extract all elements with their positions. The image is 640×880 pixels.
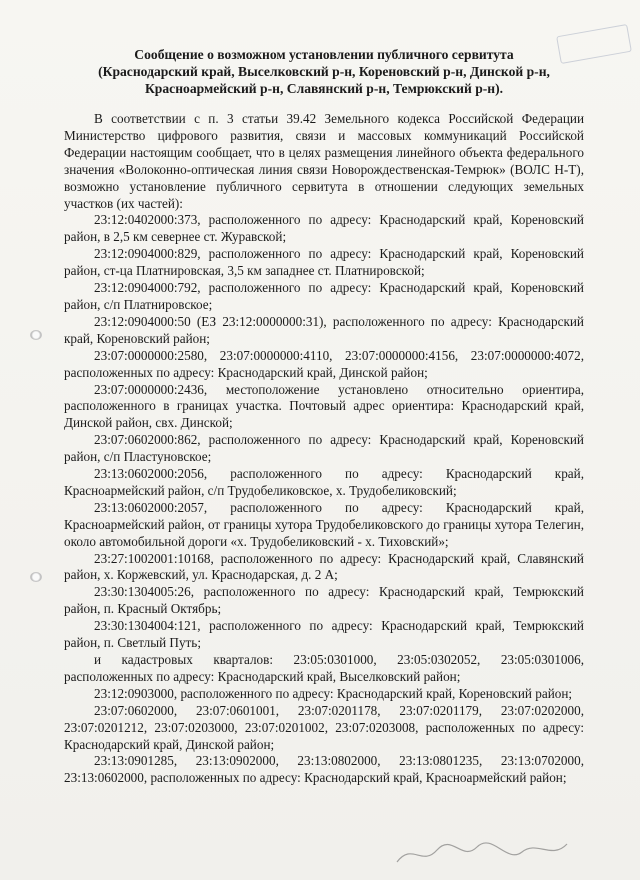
parcel-paragraph: 23:30:1304004:121, расположенного по адресу: Краснодарский край, Темрюкский район, п. Светлый Путь; xyxy=(64,618,584,651)
parcel-paragraph: 23:12:0904000:792, расположенного по адресу: Краснодарский край, Кореновский район, с/п Платнировское; xyxy=(64,280,584,312)
document-body xyxy=(64,46,584,787)
title-line-3: Красноармейский р-н, Славянский р-н, Темрюкский р-н). xyxy=(144,81,504,96)
parcel-paragraph: 23:07:0602000:862, расположенного по адресу: Краснодарский край, Кореновский район, с/п Пластуновское; xyxy=(64,432,584,465)
title-line-2: (Краснодарский край, Выселковский р-н, Кореновский р-н, Динской р-н, xyxy=(98,64,550,79)
quarters-paragraph: 23:07:0602000, 23:07:0601001, 23:07:0201178, 23:07:0201179, 23:07:0202000, 23:07:0201212, 23:07:0203000, 23:07:0201002, 23:07:0203008, расположенных по адресу: Краснодарский край, Динской район; xyxy=(64,702,584,752)
parcel-paragraph: 23:07:0000000:2436, местоположение установлено относительно ориентира, расположенного в границах участка. Почтовый адрес ориентира: Краснодарский край, Динской район, свх. Динской; xyxy=(64,381,584,431)
punch-hole-top xyxy=(30,330,42,340)
title-line-1: Сообщение о возможном установлении публичного сервитута xyxy=(134,47,514,62)
document-title xyxy=(64,46,584,97)
parcel-paragraph: 23:12:0402000:373, расположенного по адресу: Краснодарский край, Кореновский район, в 2,5 км севернее ст. Журавской; xyxy=(64,212,584,245)
parcel-paragraph: 23:07:0000000:2580, 23:07:0000000:4110, 23:07:0000000:4156, 23:07:0000000:4072, расположенных по адресу: Краснодарский край, Динской район; xyxy=(64,347,584,380)
quarters-paragraph: 23:13:0901285, 23:13:0902000, 23:13:0802000, 23:13:0801235, 23:13:0702000, 23:13:0602000, расположенных по адресу: Краснодарский край, Красноармейский район; xyxy=(64,753,584,786)
intro-paragraph: В соответствии с п. 3 статьи 39.42 Земельного кодекса Российской Федерации Министерство цифрового развития, связи и массовых коммуникаций Российской Федерации настоящим сообщает, что в целях размещения линейного объекта федерального значения «Волоконно-оптическая линия связи Новорождественская-Темрюк» (ВОЛС Н-Т), возможно установление публичного сервитута в отношении следующих земельных участков (их частей): xyxy=(64,111,584,211)
parcel-paragraph: 23:12:0904000:829, расположенного по адресу: Краснодарский край, Кореновский район, ст-ца Платнировская, 3,5 км западнее ст. Платнировской; xyxy=(64,246,584,279)
parcel-paragraph: 23:13:0602000:2056, расположенного по адресу: Краснодарский край, Красноармейский район, с/п Трудобеликовское, х. Трудобеликовский; xyxy=(64,466,584,498)
handwritten-mark xyxy=(392,832,572,872)
parcel-paragraph: 23:30:1304005:26, расположенного по адресу: Краснодарский край, Темрюкский район, п. Красный Октябрь; xyxy=(64,584,584,617)
parcel-paragraph: 23:13:0602000:2057, расположенного по адресу: Краснодарский край, Красноармейский район, от границы хутора Трудобеликовского до границы хутора Телегин, около автомобильной дороги «х. Трудобеликовский - х. Тиховский»; xyxy=(64,499,584,549)
quarters-paragraph: 23:12:0903000, расположенного по адресу: Краснодарский край, Кореновский район; xyxy=(94,685,573,701)
parcel-paragraph: 23:12:0904000:50 (ЕЗ 23:12:0000000:31), расположенного по адресу: Краснодарский край, Кореновский район; xyxy=(64,313,584,346)
parcel-paragraph: 23:27:1002001:10168, расположенного по адресу: Краснодарский край, Славянский район, х. Коржевский, ул. Краснодарская, д. 2 А; xyxy=(64,550,584,583)
quarters-paragraph: и кадастровых кварталов: 23:05:0301000, 23:05:0302052, 23:05:0301006, расположенных по адресу: Краснодарский край, Выселковский район; xyxy=(64,652,584,684)
punch-hole-bottom xyxy=(30,572,42,582)
